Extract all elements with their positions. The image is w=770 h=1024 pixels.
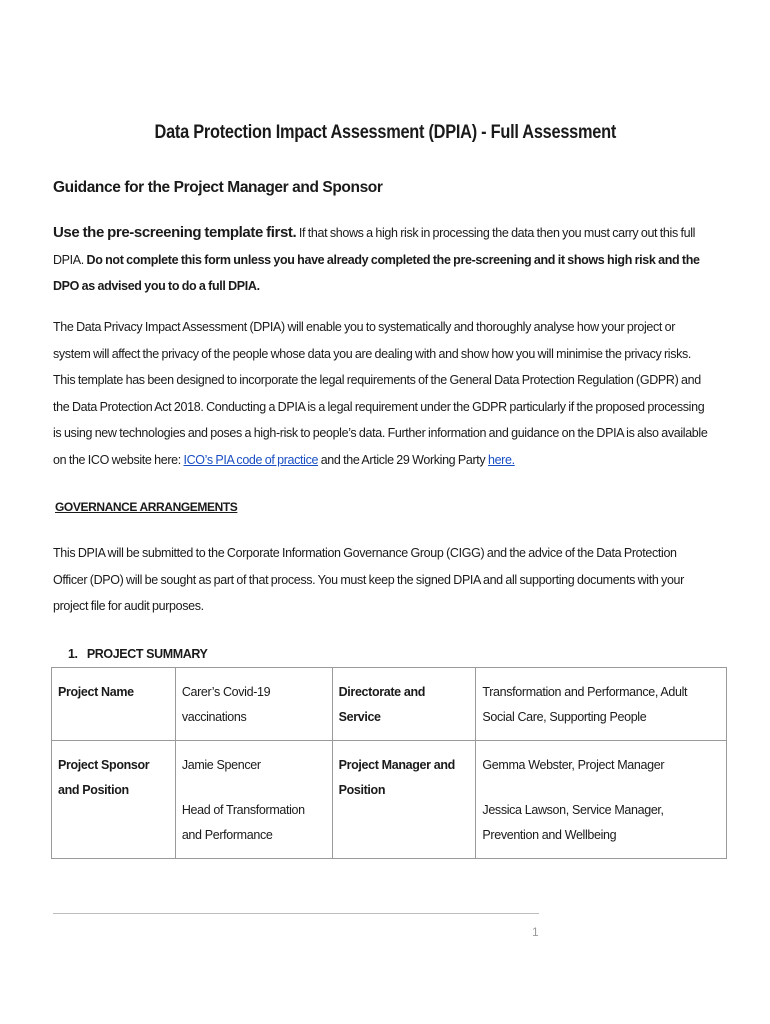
dpia-intro-text: The Data Privacy Impact Assessment (DPIA) will enable you to systematically and thoroughly analyse how your project or system will affect the privacy of the people whose data you are dealing with and show how you will minimise the privacy risks. This template has been designed to incorporate the legal requirements of the General Data Protection Regulation (GDPR) and the Data Protection Act 2018. Conducting a DPIA is a legal requirement under the GDPR particularly if the proposed processing is using new technologies and poses a high-risk to people’s data. Further information and guidance on the DPIA is also available on the ICO website here: bbox=[53, 320, 708, 467]
governance-paragraph: This DPIA will be submitted to the Corporate Information Governance Group (CIGG) and the advice of the Data Protection Officer (DPO) will be sought as part of that process. You must keep the signed DPIA and all supporting documents with your project file for audit purposes. bbox=[53, 546, 684, 613]
prescreen-text: If that shows a high risk in processing the data then you must carry out this full DPIA. bbox=[53, 226, 696, 267]
manager-value bbox=[476, 741, 727, 859]
footer-divider bbox=[53, 913, 539, 914]
project-summary-table bbox=[51, 667, 727, 859]
sponsor-value bbox=[175, 741, 332, 859]
manager-label: Project Manager and Position bbox=[332, 741, 476, 859]
directorate-value: Transformation and Performance, Adult Social Care, Supporting People bbox=[476, 668, 727, 741]
directorate-label: Directorate and Service bbox=[332, 668, 476, 741]
project-name-label: Project Name bbox=[52, 668, 176, 741]
document-title: Data Protection Impact Assessment (DPIA) - Full Assessment bbox=[154, 122, 616, 143]
project-name-value: Carer’s Covid-19 vaccinations bbox=[175, 668, 332, 741]
project-summary-heading: 1. PROJECT SUMMARY bbox=[68, 647, 208, 661]
sponsor-position: Head of Transformation and Performance bbox=[181, 803, 305, 842]
prescreen-paragraph bbox=[53, 220, 713, 300]
cell-spacer bbox=[182, 778, 326, 798]
table-row bbox=[52, 668, 727, 741]
prescreen-warning: Do not complete this form unless you have already completed the pre-screening and it shows high risk and the DPO as advised you to do a full DPIA. bbox=[53, 252, 700, 293]
page-number: 1 bbox=[532, 925, 539, 939]
cell-spacer bbox=[482, 778, 720, 798]
manager-2: Jessica Lawson, Service Manager, Prevention and Wellbeing bbox=[482, 803, 664, 842]
sponsor-name: Jamie Spencer bbox=[181, 758, 261, 772]
guidance-heading: Guidance for the Project Manager and Sponsor bbox=[53, 179, 383, 196]
prescreen-lead: Use the pre-screening template first. bbox=[53, 224, 297, 241]
sponsor-label: Project Sponsor and Position bbox=[52, 741, 176, 859]
ico-pia-code-link[interactable]: ICO’s PIA code of practice bbox=[183, 452, 319, 467]
dpia-intro-paragraph bbox=[53, 314, 713, 473]
article29-link[interactable]: here. bbox=[487, 452, 515, 467]
manager-1: Gemma Webster, Project Manager bbox=[482, 758, 665, 772]
table-row bbox=[52, 741, 727, 859]
dpia-intro-text-2: and the Article 29 Working Party bbox=[318, 452, 488, 467]
governance-heading: GOVERNANCE ARRANGEMENTS bbox=[55, 500, 238, 514]
